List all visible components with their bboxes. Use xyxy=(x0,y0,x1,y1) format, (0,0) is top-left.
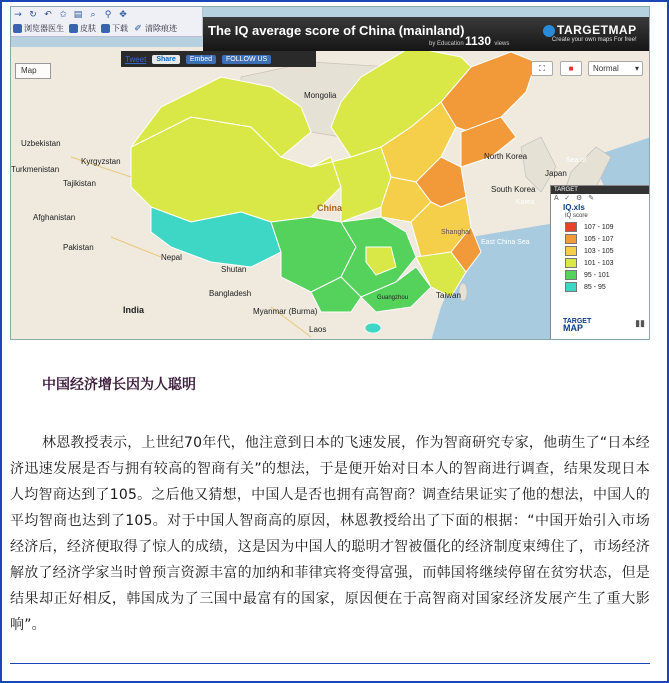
legend-range: 103 - 105 xyxy=(584,247,614,255)
back-arrow-icon[interactable]: → xyxy=(14,9,22,20)
legend-row xyxy=(565,269,650,281)
toolbar-item-skin[interactable] xyxy=(69,23,96,34)
legend-logo-top: TARGET xyxy=(563,318,592,325)
browser-toolbar-row-items xyxy=(13,22,177,35)
view-mode-select[interactable] xyxy=(588,61,643,76)
record-button[interactable] xyxy=(560,61,582,76)
map-label-south-korea: South Korea xyxy=(491,185,536,194)
map-label-sea-of: Sea of xyxy=(566,157,587,164)
view-counter xyxy=(465,34,509,48)
record-icon: ■ xyxy=(568,64,574,73)
map-title-bar xyxy=(203,17,650,51)
legend-row xyxy=(565,245,650,257)
toolbar-item-clear[interactable] xyxy=(133,23,177,34)
map-label-pakistan: Pakistan xyxy=(63,243,94,252)
legend-row xyxy=(565,221,650,233)
browser-toolbar xyxy=(11,7,203,37)
toolbar-item-label: 皮肤 xyxy=(80,24,96,33)
map-label-uzbekistan: Uzbekistan xyxy=(21,139,61,148)
toolbar-item-label: 浏览器医生 xyxy=(24,24,64,33)
legend-swatch xyxy=(565,246,577,256)
legend-subtitle: IQ score xyxy=(565,213,588,219)
legend-range: 101 - 103 xyxy=(584,259,614,267)
skin-icon xyxy=(69,24,78,33)
linkedin-share-button[interactable]: Share xyxy=(152,55,179,64)
legend-row xyxy=(565,257,650,269)
legend-row xyxy=(565,233,650,245)
logo-tagline: Create your own maps For free! xyxy=(551,37,637,43)
download-icon xyxy=(101,24,110,33)
map-label-korea: Korea xyxy=(516,199,535,206)
map-type-button[interactable]: Map xyxy=(15,63,51,79)
chevron-down-icon: ▾ xyxy=(634,64,639,73)
embed-button[interactable]: Embed xyxy=(186,55,216,64)
browser-toolbar-row-icons xyxy=(13,8,128,21)
map-label-laos: Laos xyxy=(309,325,327,334)
map-author: by Education xyxy=(429,41,464,47)
map-label-shanghai: Shanghai xyxy=(441,229,471,236)
legend-swatch xyxy=(565,234,577,244)
map-label-shutan: Shutan xyxy=(221,265,247,274)
map-label-kyrgyzstan: Kyrgyzstan xyxy=(81,157,121,166)
logo-text: TARGETMAP xyxy=(557,23,637,37)
targetmap-logo-icon xyxy=(543,25,555,37)
legend-swatch xyxy=(565,258,577,268)
toolbar-item-label: 下载 xyxy=(112,24,128,33)
map-widget[interactable] xyxy=(10,6,650,340)
article-heading: 中国经济增长因为人聪明 xyxy=(42,377,196,393)
toolbar-item-download[interactable] xyxy=(101,23,128,34)
map-label-nepal: Nepal xyxy=(161,253,182,262)
map-label-mongolia: Mongolia xyxy=(304,91,337,100)
legend-range: 95 - 101 xyxy=(584,271,610,279)
targetmap-logo[interactable] xyxy=(543,23,637,43)
divider xyxy=(10,663,650,664)
map-label-taiwan: Taiwan xyxy=(436,291,461,300)
map-label-tajikistan: Tajikistan xyxy=(63,179,96,188)
legend-header: TARGET xyxy=(551,186,650,194)
clear-icon: ✐ xyxy=(134,23,142,34)
fullscreen-button[interactable]: ⛶ xyxy=(531,61,553,76)
share-strip xyxy=(121,51,316,67)
map-label-japan: Japan xyxy=(545,169,567,178)
map-label-myanmar: Myanmar (Burma) xyxy=(253,307,318,316)
legend-swatch xyxy=(565,270,577,280)
undo-icon[interactable]: ↶ xyxy=(44,9,52,20)
browser-icon xyxy=(13,24,22,33)
map-label-india: India xyxy=(123,305,145,315)
toolbar-item-label: 清除痕迹 xyxy=(145,24,177,33)
view-count: 1130 xyxy=(465,34,492,48)
zoom-icon[interactable]: ⌕ xyxy=(90,9,96,20)
legend-row xyxy=(565,281,650,293)
map-label-north-korea: North Korea xyxy=(484,152,528,161)
refresh-icon[interactable]: ↻ xyxy=(29,9,37,20)
legend-range: 85 - 95 xyxy=(584,283,606,291)
article-body: 林恩教授表示，上世纪70年代，他注意到日本的飞速发展，作为智商研究专家，他萌生了“日本经济迅速发展是否与拥有较高的智商有关”的想法，于是便开始对日本人的智商进行调查，结果发现日本人均智商达到了105。之后他又猜想，中国人是否也拥有高智商？调查结果证实了他的想法，中国人的平均智商也达到了105。对于中国人智商高的原因，林恩教授给出了下面的根据：“中国开始引入市场经济后，经济便取得了惊人的成绩，这是因为中国人的聪明才智被僵化的经济制度束缚住了，市场经济解放了经济学家当时曾预言资源丰富的加纳和菲律宾将变得富强，而韩国将继续停留在贫穷状态，但是结果却正好相反，韩国成为了三国中最富有的国家，原因便在于高智商对国家经济发展产生了重大影响”。 xyxy=(10,435,650,633)
search-icon[interactable]: ⚲ xyxy=(104,9,112,20)
tools-icon[interactable]: ✥ xyxy=(119,9,127,20)
legend-range: 105 - 107 xyxy=(584,235,614,243)
map-label-turkmenistan: Turkmenistan xyxy=(11,165,60,174)
map-label-guangzhou: Guangzhou xyxy=(377,295,409,301)
toolbar-item-browser-doctor[interactable] xyxy=(13,23,64,34)
view-count-label: views xyxy=(494,41,510,47)
legend-logo[interactable] xyxy=(563,318,591,333)
map-label-afghanistan: Afghanistan xyxy=(33,213,76,222)
star-icon[interactable]: ✩ xyxy=(59,9,67,20)
legend-swatch xyxy=(565,282,577,292)
legend-tools[interactable]: A ✓ ⚙ ✎ xyxy=(554,195,597,202)
follow-us-button[interactable]: FOLLOW US xyxy=(222,55,271,64)
tweet-link[interactable]: Tweet xyxy=(125,54,147,64)
map-label-east-china-sea: East China Sea xyxy=(481,239,530,246)
print-icon[interactable]: ▤ xyxy=(73,9,83,20)
map-label-china: China xyxy=(317,203,343,213)
legend-swatch xyxy=(565,222,577,232)
view-mode-value: Normal xyxy=(593,64,619,73)
lock-icon[interactable]: ▮▮ xyxy=(635,318,645,328)
legend-range: 107 - 109 xyxy=(584,223,614,231)
legend-logo-bottom: MAP xyxy=(563,323,583,333)
legend-rows xyxy=(551,221,650,293)
map-title: The IQ average score of China (mainland) xyxy=(208,23,465,38)
legend-file-name: IQ.xls xyxy=(563,203,585,212)
map-legend xyxy=(550,185,650,340)
map-label-bangladesh: Bangladesh xyxy=(209,289,252,298)
